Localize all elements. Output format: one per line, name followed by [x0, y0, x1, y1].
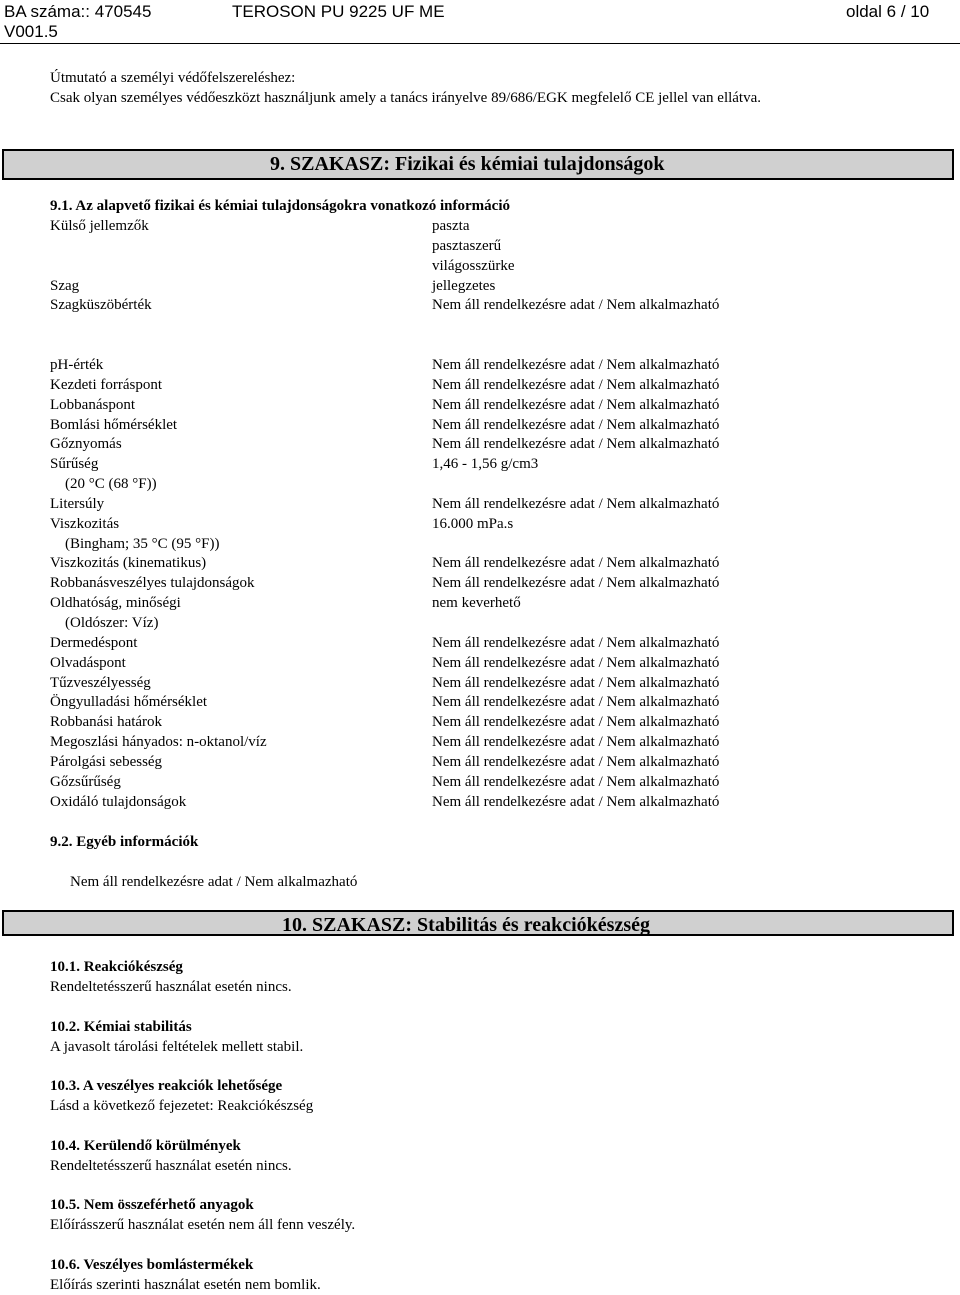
- property-value: Nem áll rendelkezésre adat / Nem alkalmazható: [432, 555, 720, 571]
- property-label: (Bingham; 35 °C (95 °F)): [50, 536, 220, 552]
- property-label: Sűrűség: [50, 456, 99, 472]
- document-version: V001.5: [4, 22, 58, 41]
- ppe-text: Csak olyan személyes védőeszközt használjunk amely a tanács irányelve 89/686/EGK megfelelő CE jellel van ellátva.: [50, 90, 762, 106]
- subsection-9-1-title: 9.1. Az alapvető fizikai és kémiai tulajdonságokra vonatkozó információ: [50, 198, 510, 214]
- property-value: Nem áll rendelkezésre adat / Nem alkalmazható: [432, 417, 720, 433]
- property-value: Nem áll rendelkezésre adat / Nem alkalmazható: [432, 774, 720, 790]
- section-10-item-text: A javasolt tárolási feltételek mellett stabil.: [50, 1039, 304, 1055]
- section-10-item-text: Rendeltetésszerű használat esetén nincs.: [50, 979, 292, 995]
- section-10-item-text: Lásd a következő fejezetet: Reakciókészség: [50, 1098, 314, 1114]
- property-label: Gőznyomás: [50, 436, 122, 452]
- property-label: Olvadáspont: [50, 655, 126, 671]
- section-10-item-text: Rendeltetésszerű használat esetén nincs.: [50, 1158, 292, 1174]
- property-label: Oldhatóság, minőségi: [50, 595, 181, 611]
- property-value: Nem áll rendelkezésre adat / Nem alkalmazható: [432, 675, 720, 691]
- property-value: Nem áll rendelkezésre adat / Nem alkalmazható: [432, 714, 720, 730]
- header-rule: [0, 43, 960, 44]
- property-label: Bomlási hőmérséklet: [50, 417, 178, 433]
- property-label: (Oldószer: Víz): [50, 615, 159, 631]
- property-label: pH-érték: [50, 357, 104, 373]
- property-label: Viszkozitás: [50, 516, 120, 532]
- property-value: Nem áll rendelkezésre adat / Nem alkalmazható: [432, 297, 720, 313]
- property-label: Robbanási határok: [50, 714, 163, 730]
- section-10-item-title: 10.5. Nem összeférhető anyagok: [50, 1197, 254, 1213]
- ppe-title: Útmutató a személyi védőfelszereléshez:: [50, 70, 296, 86]
- property-label: Lobbanáspont: [50, 397, 135, 413]
- subsection-9-2-title: 9.2. Egyéb információk: [50, 834, 199, 850]
- property-label: Külső jellemzők: [50, 218, 149, 234]
- property-label: Öngyulladási hőmérséklet: [50, 694, 208, 710]
- property-value: nem keverhető: [432, 595, 521, 611]
- property-value: pasztaszerű: [432, 238, 502, 254]
- property-value: Nem áll rendelkezésre adat / Nem alkalmazható: [432, 754, 720, 770]
- section-10-item-title: 10.2. Kémiai stabilitás: [50, 1019, 192, 1035]
- section-10-item-text: Előírás szerinti használat esetén nem bomlik.: [50, 1277, 321, 1293]
- section-10-item-title: 10.6. Veszélyes bomlástermékek: [50, 1257, 254, 1273]
- property-value: paszta: [432, 218, 470, 234]
- property-value: világosszürke: [432, 258, 515, 274]
- property-value: Nem áll rendelkezésre adat / Nem alkalmazható: [432, 357, 720, 373]
- document-number: BA száma:: 470545: [4, 2, 152, 21]
- section-10-item-title: 10.1. Reakciókészség: [50, 959, 183, 975]
- section-9-header: [2, 149, 954, 180]
- property-label: Robbanásveszélyes tulajdonságok: [50, 575, 255, 591]
- property-value: Nem áll rendelkezésre adat / Nem alkalmazható: [432, 436, 720, 452]
- section-10-item-title: 10.4. Kerülendő körülmények: [50, 1138, 241, 1154]
- property-label: Viszkozitás (kinematikus): [50, 555, 207, 571]
- property-value: Nem áll rendelkezésre adat / Nem alkalmazható: [432, 575, 720, 591]
- property-value: 16.000 mPa.s: [432, 516, 514, 532]
- property-label: Litersúly: [50, 496, 105, 512]
- section-10-item-text: Előírásszerű használat esetén nem áll fenn veszély.: [50, 1217, 356, 1233]
- page-number: oldal 6 / 10: [846, 2, 930, 21]
- property-label: Oxidáló tulajdonságok: [50, 794, 187, 810]
- product-name: TEROSON PU 9225 UF ME: [232, 2, 445, 21]
- section-10-item-title: 10.3. A veszélyes reakciók lehetősége: [50, 1078, 283, 1094]
- property-value: jellegzetes: [432, 278, 496, 294]
- property-label: Szag: [50, 278, 80, 294]
- property-value: Nem áll rendelkezésre adat / Nem alkalmazható: [432, 655, 720, 671]
- property-value: Nem áll rendelkezésre adat / Nem alkalmazható: [432, 496, 720, 512]
- property-value: Nem áll rendelkezésre adat / Nem alkalmazható: [432, 635, 720, 651]
- property-label: Szagküszöbérték: [50, 297, 152, 313]
- property-value: Nem áll rendelkezésre adat / Nem alkalmazható: [432, 734, 720, 750]
- property-label: (20 °C (68 °F)): [50, 476, 157, 492]
- property-label: Dermedéspont: [50, 635, 138, 651]
- property-value: Nem áll rendelkezésre adat / Nem alkalmazható: [432, 377, 720, 393]
- section-10-title: 10. SZAKASZ: Stabilitás és reakciókészség: [282, 914, 650, 936]
- property-label: Kezdeti forráspont: [50, 377, 163, 393]
- property-value: Nem áll rendelkezésre adat / Nem alkalmazható: [432, 694, 720, 710]
- property-label: Tűzveszélyesség: [50, 675, 151, 691]
- section-10-header: [2, 910, 954, 936]
- property-label: Párolgási sebesség: [50, 754, 163, 770]
- subsection-9-2-text: Nem áll rendelkezésre adat / Nem alkalmazható: [70, 874, 358, 890]
- property-value: Nem áll rendelkezésre adat / Nem alkalmazható: [432, 397, 720, 413]
- property-value: 1,46 - 1,56 g/cm3: [432, 456, 539, 472]
- property-label: Megoszlási hányados: n-oktanol/víz: [50, 734, 267, 750]
- section-9-title: 9. SZAKASZ: Fizikai és kémiai tulajdonságok: [270, 153, 665, 175]
- property-label: Gőzsűrűség: [50, 774, 121, 790]
- property-value: Nem áll rendelkezésre adat / Nem alkalmazható: [432, 794, 720, 810]
